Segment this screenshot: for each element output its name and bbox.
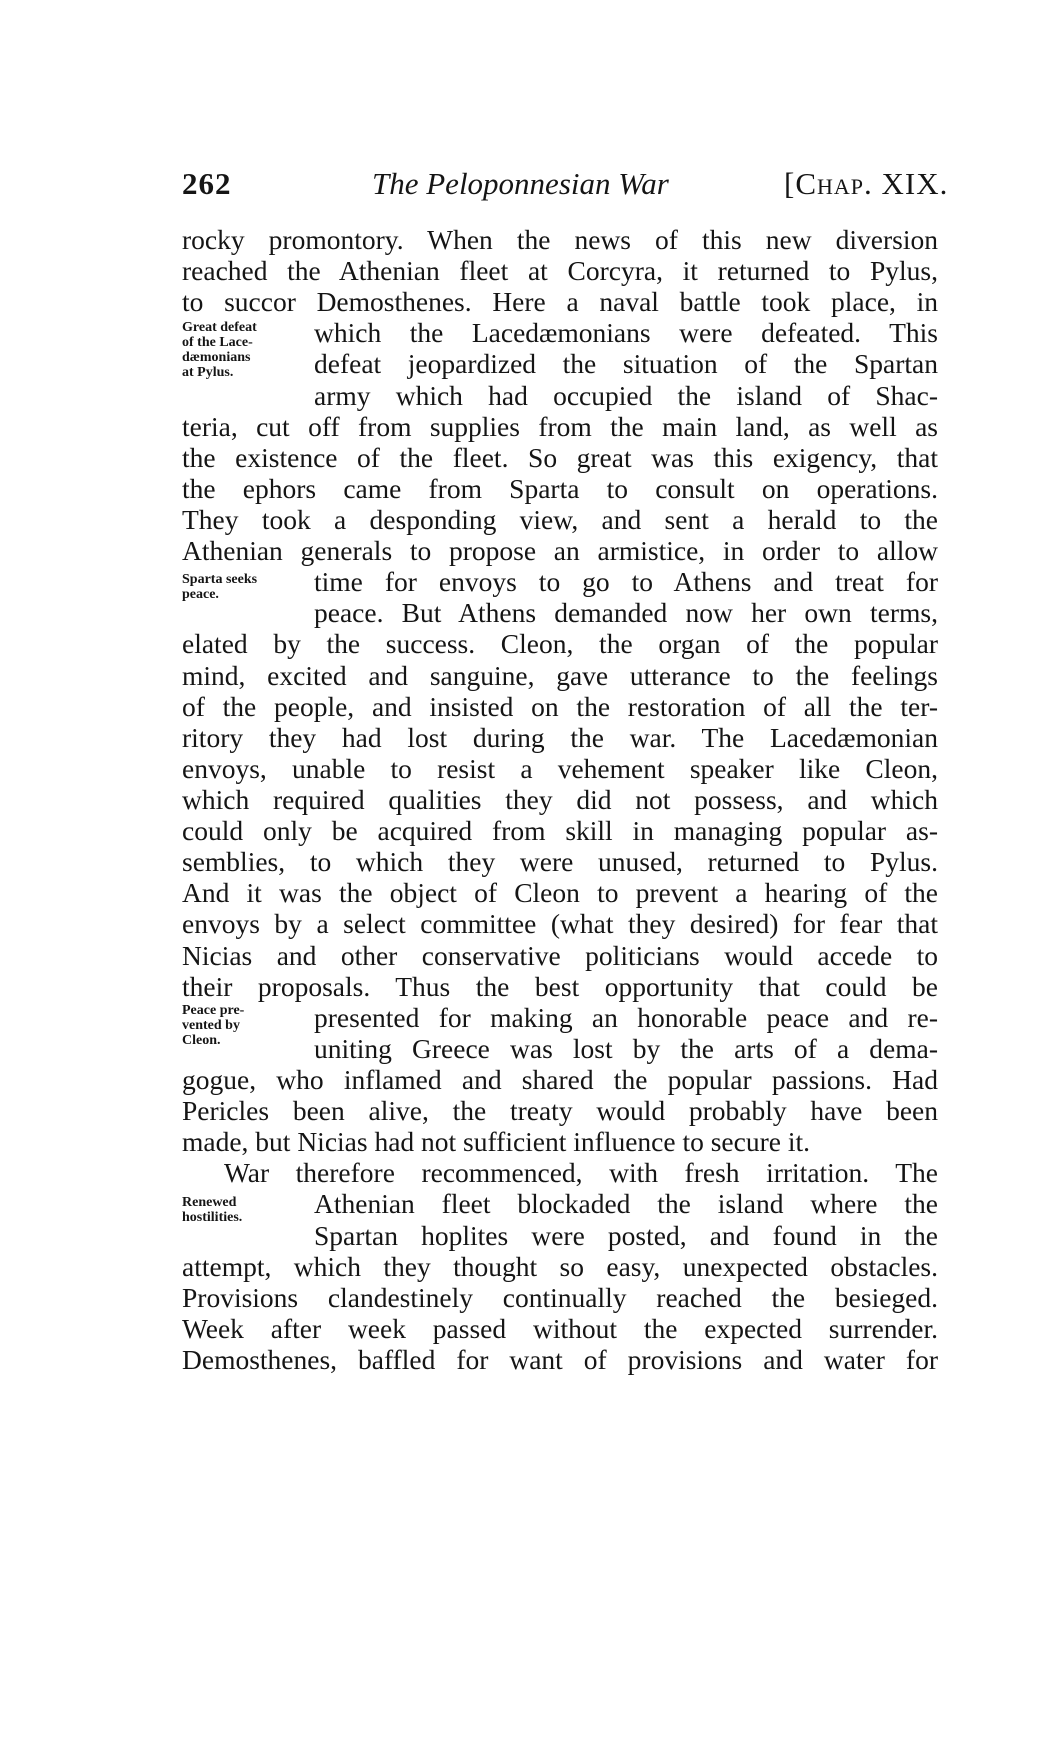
text-line: And it was the object of Cleon to prevent a hearing of the — [182, 877, 938, 908]
sidenote-line: Cleon. — [182, 1033, 221, 1048]
sidenote-line: Peace pre- — [182, 1003, 245, 1018]
chapter-marker: [Chap. XIX. — [784, 166, 949, 201]
text-line: of the people, and insisted on the restoration of all the ter- — [182, 691, 938, 722]
text-line: attempt, which they thought so easy, unexpected obstacles. — [182, 1251, 938, 1282]
text-line: Pericles been alive, the treaty would probably have been — [182, 1095, 938, 1126]
sidenote — [182, 1195, 300, 1225]
text-line: the ephors came from Sparta to consult on operations. — [182, 473, 938, 504]
text-line: envoys by a select committee (what they desired) for fear that — [182, 908, 938, 939]
sidenote — [182, 320, 300, 380]
text-line: Provisions clandestinely continually reached the besieged. — [182, 1282, 938, 1313]
text-line: could only be acquired from skill in managing popular as- — [182, 815, 938, 846]
text-line: defeat jeopardized the situation of the Spartan — [314, 348, 938, 379]
sidenote-line: Great defeat — [182, 320, 257, 335]
text-line: ritory they had lost during the war. The Lacedæmonian — [182, 722, 938, 753]
text-line: gogue, who inflamed and shared the popular passions. Had — [182, 1064, 938, 1095]
text-line: uniting Greece was lost by the arts of a dema- — [314, 1033, 938, 1064]
text-line: elated by the success. Cleon, the organ of the popular — [182, 628, 938, 659]
text-line: teria, cut off from supplies from the main land, as well as — [182, 411, 938, 442]
text-line: which the Lacedæmonians were defeated. This — [314, 317, 938, 348]
sidenote-line: peace. — [182, 587, 219, 602]
text-line: time for envoys to go to Athens and treat for — [314, 566, 938, 597]
text-line: Athenian generals to propose an armistice, in order to allow — [182, 535, 938, 566]
page-number: 262 — [182, 166, 232, 201]
sidenote — [182, 572, 300, 602]
text-line: Athenian fleet blockaded the island where the — [314, 1188, 938, 1219]
sidenote-line: hostilities. — [182, 1210, 243, 1225]
text-line: army which had occupied the island of Shac- — [314, 380, 938, 411]
text-line: Week after week passed without the expected surrender. — [182, 1313, 938, 1344]
sidenote-line: dæmonians — [182, 350, 251, 365]
text-line: peace. But Athens demanded now her own terms, — [314, 597, 938, 628]
text-line: Spartan hoplites were posted, and found in the — [314, 1220, 938, 1251]
text-line: envoys, unable to resist a vehement speaker like Cleon, — [182, 753, 938, 784]
sidenote-line: at Pylus. — [182, 365, 234, 380]
sidenote-line: of the Lace- — [182, 335, 253, 350]
sidenote — [182, 1003, 300, 1048]
sidenote-line: Sparta seeks — [182, 572, 258, 587]
text-line: mind, excited and sanguine, gave utterance to the feelings — [182, 660, 938, 691]
text-line: Demosthenes, baffled for want of provisions and water for — [182, 1344, 938, 1375]
text-line: which required qualities they did not possess, and which — [182, 784, 938, 815]
sidenote-line: Renewed — [182, 1195, 237, 1210]
text-line: Nicias and other conservative politicians would accede to — [182, 940, 938, 971]
sidenote-line: vented by — [182, 1018, 240, 1033]
text-line: the existence of the fleet. So great was this exigency, that — [182, 442, 938, 473]
text-line: their proposals. Thus the best opportunity that could be — [182, 971, 938, 1002]
running-title: The Peloponnesian War — [372, 166, 669, 201]
text-line: presented for making an honorable peace and re- — [314, 1002, 938, 1033]
text-line: to succor Demosthenes. Here a naval battle took place, in — [182, 286, 938, 317]
text-line: rocky promontory. When the news of this new diversion — [182, 224, 938, 255]
text-line: semblies, to which they were unused, returned to Pylus. — [182, 846, 938, 877]
text-line: They took a desponding view, and sent a herald to the — [182, 504, 938, 535]
text-line: reached the Athenian fleet at Corcyra, it returned to Pylus, — [182, 255, 938, 286]
text-line: made, but Nicias had not sufficient influence to secure it. — [182, 1126, 810, 1157]
text-line: War therefore recommenced, with fresh irritation. The — [224, 1157, 938, 1188]
